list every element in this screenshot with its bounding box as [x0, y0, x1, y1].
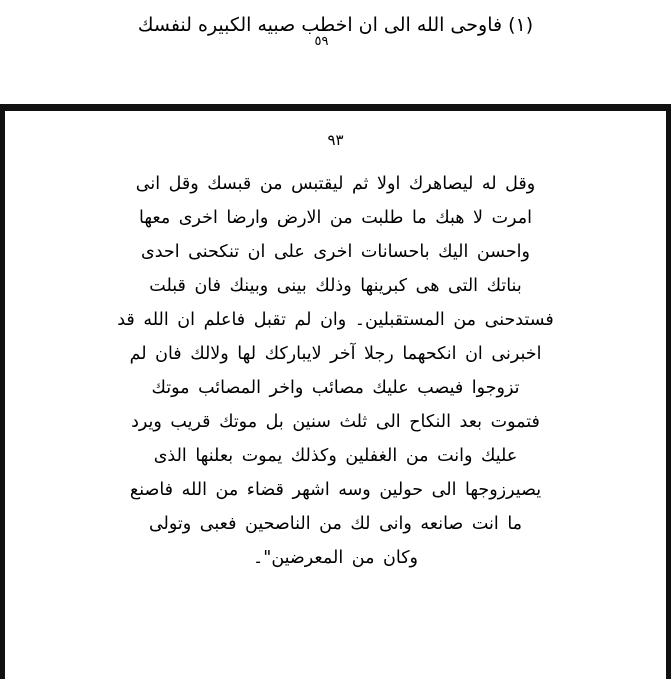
body-text	[67, 167, 604, 575]
body-line: فستدحنى من المستقبلين۔ وان لم تقبل فاعلم ان الله قد	[117, 310, 554, 330]
page-header	[0, 0, 671, 104]
header-marker: (١)	[508, 14, 534, 36]
body-line: يصيرزوجها الى حولين وسه اشهر قضاء من الله فاصنع	[129, 480, 542, 500]
header-arabic-line	[0, 14, 671, 36]
body-line: واحسن اليك باحسانات اخرى على ان تنكحنى احدى	[141, 242, 530, 262]
body-line: وكان من المعرضين"۔	[253, 548, 418, 568]
page-number: ٩٣	[327, 131, 344, 149]
body-line: تزوجوا فيصب عليك مصائب واخر المصائب موتك	[151, 378, 520, 398]
body-line: امرت لا هبك ما طلبت من الارض وارضا اخرى معها	[139, 208, 532, 228]
body-line: فتموت بعد النكاح الى ثلث سنين بل موتك قريب ويرد	[131, 412, 540, 432]
body-line: بناتك التى هى كبرينها وذلك بينى وبينك فان قبلت	[149, 276, 522, 296]
body-line: عليك وانت من الغفلين وكذلك يموت بعلنها الذى	[153, 446, 518, 466]
text-frame	[0, 111, 671, 679]
horizontal-rule	[0, 104, 671, 111]
body-line: ما انت صانعه وانى لك من الناصحين فعبى وتولى	[148, 514, 523, 534]
body-line: وقل له ليصاهرك اولا ثم ليقتبس من قبسك وقل انى	[135, 174, 536, 194]
header-footnote-number: ٥٩	[314, 34, 329, 49]
body-line: اخبرنى ان انكحهما رجلا آخر لايباركك لها ولالك فان لم	[129, 344, 542, 364]
header-text: فاوحى الله الى ان اخطب صبيه الكبيره لنفسك	[137, 14, 503, 36]
